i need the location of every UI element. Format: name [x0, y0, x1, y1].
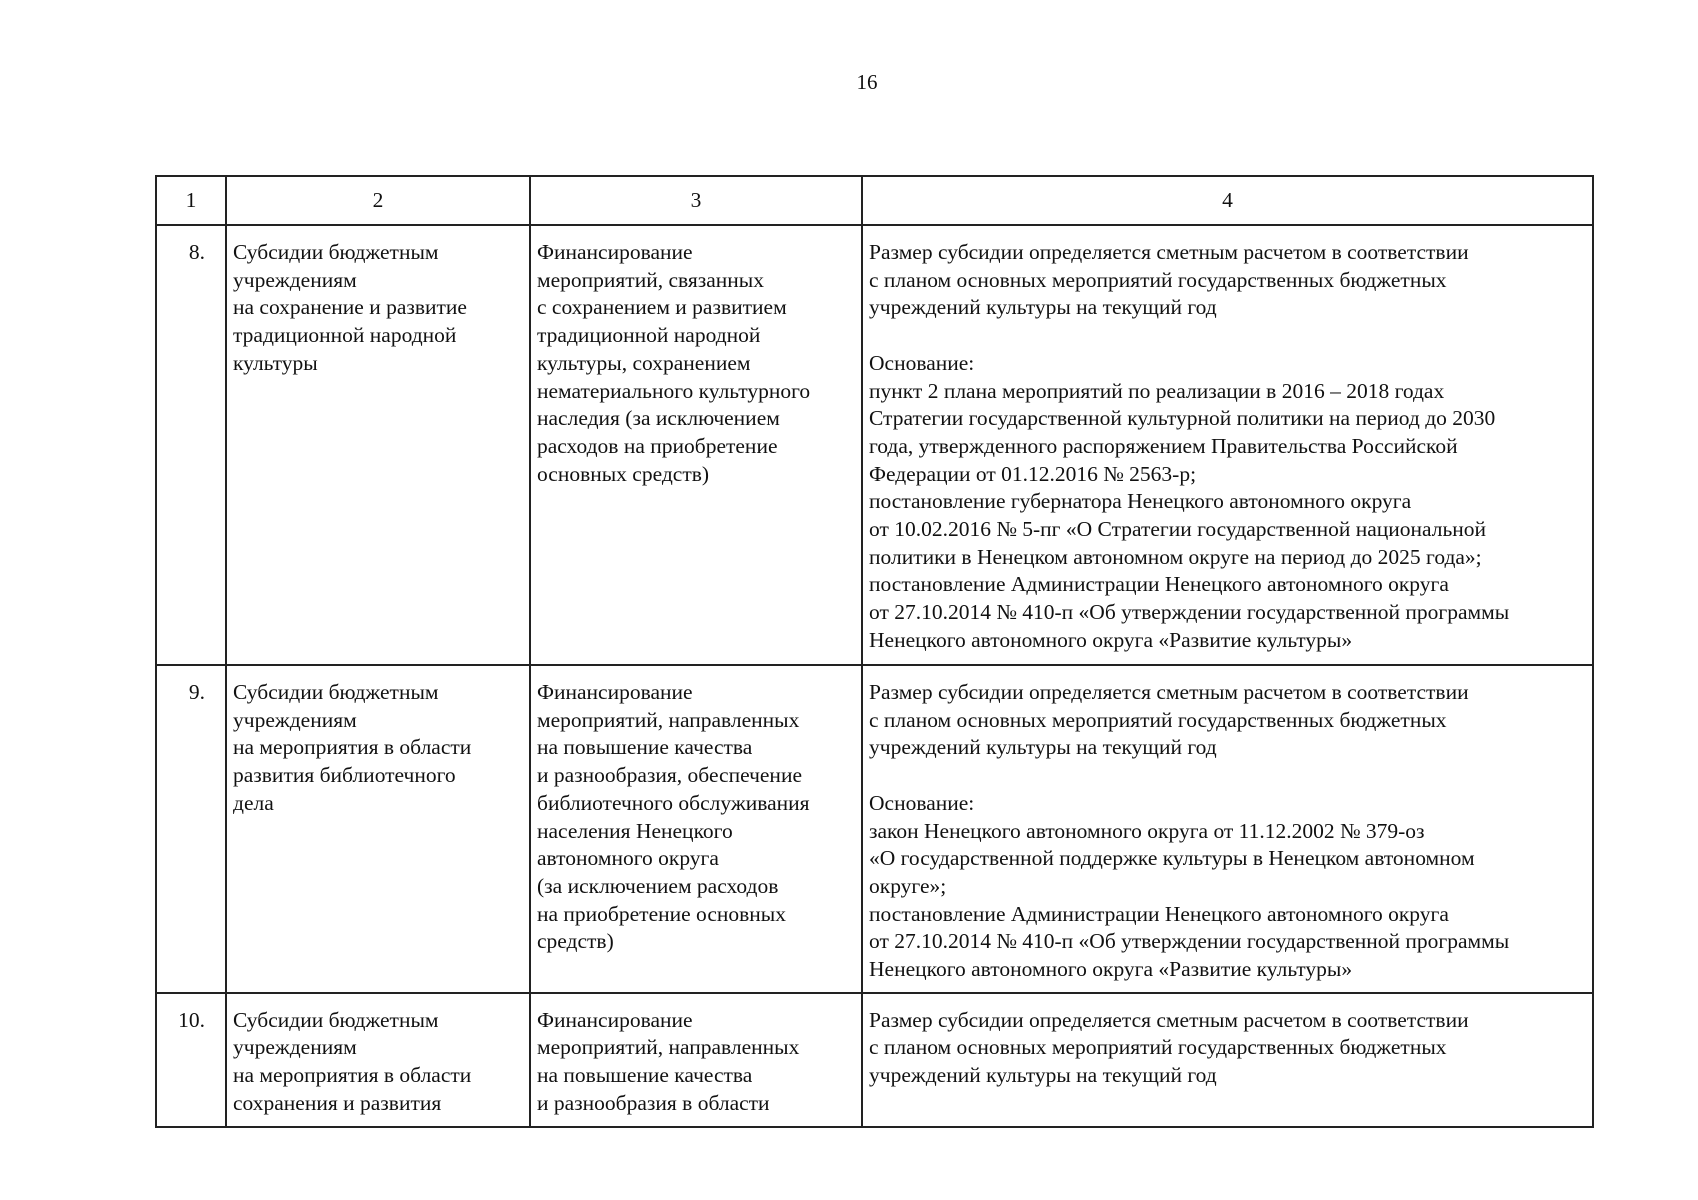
basis-line: от 27.10.2014 № 410-п «Об утверждении государственной программы — [869, 600, 1510, 625]
subsidy-purpose-line: мероприятий, связанных — [537, 267, 764, 292]
basis-label: Основание: — [869, 350, 975, 375]
method-line: учреждений культуры на текущий год — [869, 295, 1217, 320]
subsidy-purpose-line: Финансирование — [537, 680, 693, 704]
basis-line: постановление Администрации Ненецкого автономного округа — [869, 901, 1449, 926]
subsidy-method — [862, 993, 1593, 1127]
subsidy-purpose-line: библиотечного обслуживания — [537, 790, 810, 815]
subsidy-name-line: на мероприятия в области — [233, 1063, 472, 1088]
subsidy-method — [862, 225, 1593, 665]
subsidy-name-line: учреждениям — [233, 1035, 357, 1060]
table-row — [156, 993, 1593, 1127]
method-line: с планом основных мероприятий государственных бюджетных — [869, 1035, 1447, 1060]
subsidy-purpose-line: с сохранением и развитием — [537, 295, 787, 320]
table-row — [156, 665, 1593, 993]
subsidy-name-line: учреждениям — [233, 267, 357, 292]
method-line: Размер субсидии определяется сметным расчетом в соответствии — [869, 1007, 1469, 1032]
subsidy-purpose-line: и разнообразия, обеспечение — [537, 763, 802, 788]
subsidy-purpose — [530, 993, 862, 1127]
subsidy-purpose-line: на повышение качества — [537, 735, 753, 760]
row-number: 9. — [156, 665, 226, 993]
subsidy-name-line: сохранения и развития — [233, 1090, 442, 1115]
subsidy-purpose — [530, 665, 862, 993]
subsidy-name-line: развития библиотечного — [233, 763, 456, 788]
subsidy-purpose-line: наследия (за исключением — [537, 406, 780, 431]
table-header-row — [156, 176, 1593, 225]
column-header-3: 3 — [530, 176, 862, 225]
basis-line: от 27.10.2014 № 410-п «Об утверждении государственной программы — [869, 929, 1510, 954]
method-line: учреждений культуры на текущий год — [869, 735, 1217, 760]
subsidy-purpose-line: на приобретение основных — [537, 901, 786, 926]
subsidy-name-line: Субсидии бюджетным — [233, 680, 439, 704]
subsidy-name — [226, 225, 530, 665]
table-row — [156, 225, 1593, 665]
subsidy-purpose-line: мероприятий, направленных — [537, 1035, 800, 1060]
subsidy-purpose-line: расходов на приобретение — [537, 433, 778, 458]
basis-label: Основание: — [869, 790, 975, 815]
subsidy-method — [862, 665, 1593, 993]
basis-line: постановление Администрации Ненецкого автономного округа — [869, 572, 1449, 597]
subsidy-name-line: дела — [233, 790, 274, 815]
subsidy-name — [226, 993, 530, 1127]
basis-line: округе»; — [869, 873, 947, 898]
subsidy-purpose-line: основных средств) — [537, 461, 710, 486]
column-header-2: 2 — [226, 176, 530, 225]
basis-line: закон Ненецкого автономного округа от 11.12.2002 № 379-оз — [869, 818, 1425, 843]
basis-line: Ненецкого автономного округа «Развитие культуры» — [869, 957, 1353, 982]
subsidy-purpose — [530, 225, 862, 665]
basis-line: постановление губернатора Ненецкого автономного округа — [869, 489, 1412, 514]
subsidy-table — [155, 175, 1594, 1128]
subsidy-purpose-line: (за исключением расходов — [537, 873, 779, 898]
method-line: с планом основных мероприятий государственных бюджетных — [869, 267, 1447, 292]
subsidy-name — [226, 665, 530, 993]
subsidy-name-line: культуры — [233, 350, 318, 375]
subsidy-name-line: Субсидии бюджетным — [233, 240, 439, 264]
subsidy-purpose-line: на повышение качества — [537, 1063, 753, 1088]
subsidy-name-line: Субсидии бюджетным — [233, 1007, 439, 1032]
basis-line: Ненецкого автономного округа «Развитие культуры» — [869, 627, 1353, 652]
subsidy-purpose-line: населения Ненецкого — [537, 818, 733, 843]
subsidy-purpose-line: мероприятий, направленных — [537, 707, 800, 732]
subsidy-purpose-line: традиционной народной — [537, 323, 761, 348]
subsidy-name-line: на мероприятия в области — [233, 735, 472, 760]
paragraph-gap — [869, 762, 1586, 790]
subsidy-purpose-line: культуры, сохранением — [537, 350, 751, 375]
subsidy-name-line: на сохранение и развитие — [233, 295, 467, 320]
subsidy-name-line: традиционной народной — [233, 323, 457, 348]
basis-line: пункт 2 плана мероприятий по реализации в 2016 – 2018 годах — [869, 378, 1445, 403]
basis-line: Федерации от 01.12.2016 № 2563-р; — [869, 461, 1197, 486]
row-number: 10. — [156, 993, 226, 1127]
column-header-4: 4 — [862, 176, 1593, 225]
page-number: 16 — [856, 70, 878, 94]
paragraph-gap — [869, 322, 1586, 350]
row-number: 8. — [156, 225, 226, 665]
subsidy-purpose-line: Финансирование — [537, 1007, 693, 1032]
basis-line: года, утвержденного распоряжением Правительства Российской — [869, 433, 1458, 458]
basis-line: политики в Ненецком автономном округе на период до 2025 года»; — [869, 544, 1482, 569]
subsidy-purpose-line: средств) — [537, 929, 614, 954]
subsidy-purpose-line: Финансирование — [537, 240, 693, 264]
subsidy-purpose-line: автономного округа — [537, 846, 719, 871]
subsidy-purpose-line: и разнообразия в области — [537, 1090, 770, 1115]
method-line: Размер субсидии определяется сметным расчетом в соответствии — [869, 680, 1469, 704]
column-header-1: 1 — [156, 176, 226, 225]
method-line: учреждений культуры на текущий год — [869, 1063, 1217, 1088]
basis-line: от 10.02.2016 № 5-пг «О Стратегии государственной национальной — [869, 517, 1487, 542]
method-line: Размер субсидии определяется сметным расчетом в соответствии — [869, 240, 1469, 264]
basis-line: Стратегии государственной культурной политики на период до 2030 — [869, 406, 1496, 431]
method-line: с планом основных мероприятий государственных бюджетных — [869, 707, 1447, 732]
basis-line: «О государственной поддержке культуры в Ненецком автономном — [869, 846, 1475, 871]
subsidy-purpose-line: нематериального культурного — [537, 378, 811, 403]
subsidy-name-line: учреждениям — [233, 707, 357, 732]
